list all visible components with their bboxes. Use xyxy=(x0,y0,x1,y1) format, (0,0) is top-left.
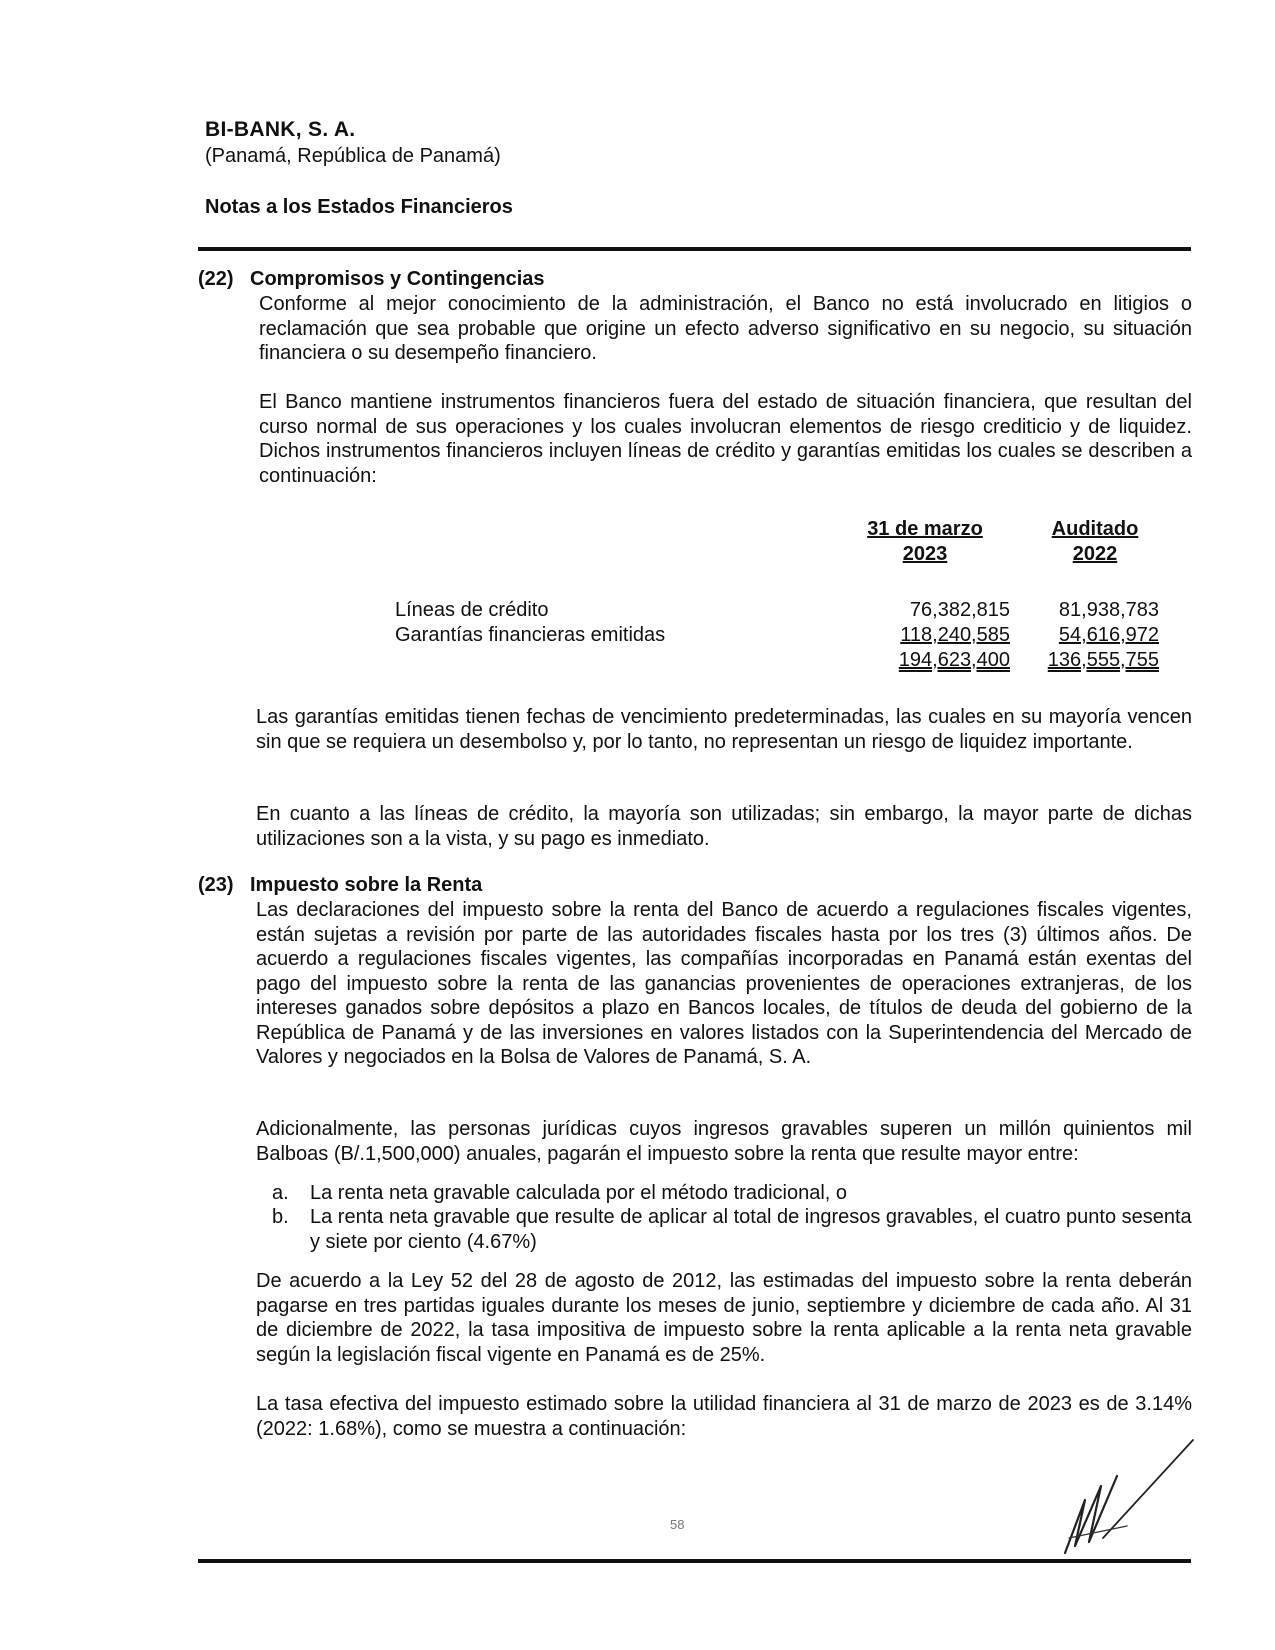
section-23-paragraph-2: Adicionalmente, las personas jurídicas cuyos ingresos gravables superen un millón quinientos mil Balboas (B/.1,500,000) anuales, pagarán el impuesto sobre la renta que resulte mayor entre: xyxy=(256,1118,1192,1165)
section-22-heading xyxy=(198,268,798,294)
document-title: Notas a los Estados Financieros xyxy=(205,196,513,218)
section-23-paragraph-3: De acuerdo a la Ley 52 del 28 de agosto de 2012, las estimadas del impuesto sobre la renta deberán pagarse en tres partidas iguales durante los meses de junio, septiembre y diciembre de cada año. Al 31 de diciembre de 2022, la tasa impositiva de impuesto sobre la renta aplicable a la renta neta gravable según la legislación fiscal vigente en Panamá es de 25%. xyxy=(256,1270,1192,1366)
section-22-paragraph-3: Las garantías emitidas tienen fechas de vencimiento predeterminadas, las cuales en su mayoría vencen sin que se requiera un desembolso y, por lo tanto, no representan un riesgo de liquidez importante. xyxy=(256,706,1192,753)
footer-rule xyxy=(198,1559,1191,1563)
signature-mark xyxy=(1055,1438,1195,1563)
list-item-marker: b. xyxy=(272,1206,289,1228)
total-2023 xyxy=(840,649,1010,672)
column-header-2022-line2: 2022 xyxy=(1072,543,1118,565)
list-item-text: La renta neta gravable calculada por el método tradicional, o xyxy=(310,1182,848,1204)
section-23-title: Impuesto sobre la Renta xyxy=(250,874,483,896)
value-lineas-credito-2023: 76,382,815 xyxy=(909,599,1010,621)
section-22-paragraph-2: El Banco mantiene instrumentos financieros fuera del estado de situación financiera, que resultan del curso normal de sus operaciones y los cuales involucran elementos de riesgo crediticio y de liquidez. Dichos instrumentos financieros incluyen líneas de crédito y garantías emitidas los cuales se describen a continuación: xyxy=(259,391,1192,487)
value-garantias-2023-text: 118,240,585 xyxy=(900,624,1010,646)
page-number: 58 xyxy=(670,1517,685,1532)
row-label-garantias: Garantías financieras emitidas xyxy=(395,624,666,646)
header-rule xyxy=(198,247,1191,251)
section-22-paragraph-1: Conforme al mejor conocimiento de la administración, el Banco no está involucrado en litigios o reclamación que sea probable que origine un efecto adverso significativo en su negocio, su situación financiera o su desempeño financiero. xyxy=(259,293,1192,364)
column-header-2023 xyxy=(850,517,1000,567)
list-item-marker: a. xyxy=(272,1182,289,1204)
column-header-2022 xyxy=(1035,517,1155,567)
list-item xyxy=(272,1205,1192,1254)
column-header-2022-line1: Auditado xyxy=(1051,518,1139,540)
value-lineas-credito-2022: 81,938,783 xyxy=(1058,599,1159,621)
list-item xyxy=(272,1181,1192,1206)
section-23-paragraph-1: Las declaraciones del impuesto sobre la renta del Banco de acuerdo a regulaciones fiscales vigentes, están sujetas a revisión por parte de las autoridades fiscales hasta por los tres (3) últimos años. De acuerdo a regulaciones fiscales vigentes, las compañías incorporadas en Panamá están exentas del pago del impuesto sobre la renta de las ganancias provenientes de operaciones extranjeras, de los intereses ganados sobre depósitos a plazo en Bancos locales, de títulos de deuda del gobierno de la República de Panamá y de las inversiones en valores listados con la Superintendencia del Mercado de Valores y negociados en la Bolsa de Valores de Panamá, S. A. xyxy=(256,899,1192,1068)
value-garantias-2023 xyxy=(840,624,1010,647)
section-22-title: Compromisos y Contingencias xyxy=(250,268,545,290)
company-name: BI-BANK, S. A. xyxy=(205,118,356,141)
total-2022-text: 136,555,755 xyxy=(1047,649,1159,671)
total-2023-text: 194,623,400 xyxy=(898,649,1010,671)
signature-icon xyxy=(1055,1438,1195,1558)
list-item-text: La renta neta gravable que resulte de aplicar al total de ingresos gravables, el cuatro punto sesenta y siete por ciento (4.67%) xyxy=(310,1206,1192,1253)
value-garantias-2022 xyxy=(1000,624,1159,647)
total-2022 xyxy=(1000,649,1159,672)
company-location: (Panamá, República de Panamá) xyxy=(205,145,501,167)
section-22-paragraph-4: En cuanto a las líneas de crédito, la mayoría son utilizadas; sin embargo, la mayor parte de dichas utilizaciones son a la vista, y su pago es inmediato. xyxy=(256,803,1192,850)
section-22-number: (22) xyxy=(198,268,234,290)
column-header-2023-line2: 2023 xyxy=(902,543,948,565)
section-23-number: (23) xyxy=(198,874,234,896)
value-garantias-2022-text: 54,616,972 xyxy=(1058,624,1159,646)
row-label-lineas-credito: Líneas de crédito xyxy=(395,599,549,621)
section-23-paragraph-4: La tasa efectiva del impuesto estimado sobre la utilidad financiera al 31 de marzo de 2023 es de 3.14% (2022: 1.68%), como se muestra a continuación: xyxy=(256,1393,1192,1440)
column-header-2023-line1: 31 de marzo xyxy=(867,518,983,540)
section-23-heading xyxy=(198,874,798,900)
